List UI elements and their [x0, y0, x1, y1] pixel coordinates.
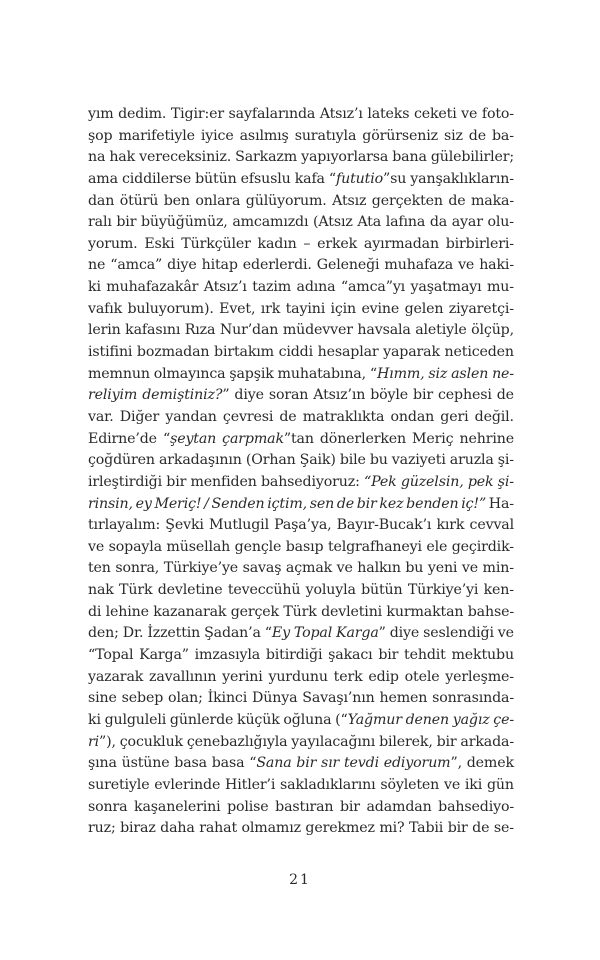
text-line: irleştirdiği bir menfiden bahsediyoruz: “Pek güzelsin, pek şi-: [88, 473, 514, 490]
body-text: [88, 104, 514, 840]
text-line: ruz; biraz daha rahat olmamız gerekmez mi? Tabii bir de se-: [88, 820, 514, 837]
text-line: ri”), çocukluk çenebazlığıyla yayılacağını bilerek, bir arkada-: [88, 733, 514, 750]
text-line: var. Diğer yandan çevresi de matraklıkta ondan geri değil.: [88, 408, 514, 425]
text-line: istifini bozmadan birtakım ciddi hesaplar yaparak neticeden: [88, 344, 514, 361]
text-line: rinsin, ey Meriç! / Senden içtim, sen de bir kez benden iç!” Ha-: [88, 495, 514, 512]
text-line: yım dedim. Tigir:er sayfalarında Atsız’ı lateks ceketi ve foto-: [88, 106, 514, 122]
text-line: ralı bir büyüğümüz, amcamızdı (Atsız Ata lafına da ayar olu-: [88, 214, 514, 231]
text-line: ve sopayla müsellah gençle basıp telgrafhaneyi ele geçirdik-: [88, 538, 514, 555]
text-line: vafık buluyorum). Evet, ırk tayini için evine gelen ziyaretçi-: [88, 300, 514, 317]
text-line: nak Türk devletine teveccühü yoluyla bütün Türkiye’yi ken-: [88, 582, 514, 599]
text-line: lerin kafasını Rıza Nur’dan müdevver havsala aletiyle ölçüp,: [88, 322, 514, 339]
text-line: memnun olmayınca şapşik muhatabına, “Hımm, siz aslen ne-: [88, 365, 514, 382]
text-line: ten sonra, Türkiye’ye savaş açmak ve halkın bu yeni ve min-: [88, 560, 514, 577]
text-line: şop marifetiyle iyice asılmış suratıyla görürseniz siz de ba-: [88, 127, 514, 144]
text-line: yorum. Eski Türkçüler kadın – erkek ayırmadan birbirleri-: [88, 235, 514, 252]
text-line: sine sebep olan; İkinci Dünya Savaşı’nın hemen sonrasında-: [88, 690, 514, 707]
text-line: ki gulguleli günlerde küçük oğluna (“Yağmur denen yağız çe-: [88, 711, 514, 728]
text-line: şına üstüne basa basa “Sana bir sır tevdi ediyorum”, demek: [88, 755, 514, 772]
text-line: reliyim demiştiniz?” diye soran Atsız’ın böyle bir cephesi de: [88, 387, 514, 404]
page-number: 21: [289, 872, 311, 888]
text-line: çoğdüren arkadaşının (Orhan Şaik) bile bu vaziyeti aruzla şi-: [88, 452, 514, 469]
text-line: yazarak zavallının yerini yurdunu terk edip otele yerleşme-: [88, 668, 514, 685]
text-line: “Topal Karga” imzasıyla bitirdiği şakacı bir tehdit mektubu: [88, 647, 514, 664]
text-line: ne “amca” diye hitap ederlerdi. Geleneği muhafaza ve haki-: [88, 257, 514, 274]
text-line: sonra kaşanelerini polise bastıran bir adamdan bahsediyo-: [88, 798, 514, 815]
text-line: suretiyle evlerinde Hitler’i sakladıklarını söyleten ve iki gün: [88, 776, 514, 793]
text-line: na hak vereceksiniz. Sarkazm yapıyorlarsa bana gülebilirler;: [88, 149, 514, 166]
text-line: di lehine kazanarak gerçek Türk devletini kurmaktan bahse-: [88, 603, 514, 620]
text-line: den; Dr. İzzettin Şadan’a “Ey Topal Karga” diye seslendiği ve: [88, 625, 514, 642]
text-line: dan ötürü ben onlara gülüyorum. Atsız gerçekten de maka-: [88, 192, 514, 209]
text-line: ama ciddilerse bütün efsuslu kafa “fututio”su yanşaklıkların-: [88, 170, 514, 187]
text-line: ki muhafazakâr Atsız’ı tazim adına “amca”yı yaşatmayı mu-: [88, 279, 514, 296]
text-line: tırlayalım: Şevki Mutlugil Paşa’ya, Bayır-Bucak’ı kırk cevval: [88, 517, 514, 534]
text-line: Edirne’de “şeytan çarpmak”tan dönerlerken Meriç nehrine: [88, 430, 514, 447]
